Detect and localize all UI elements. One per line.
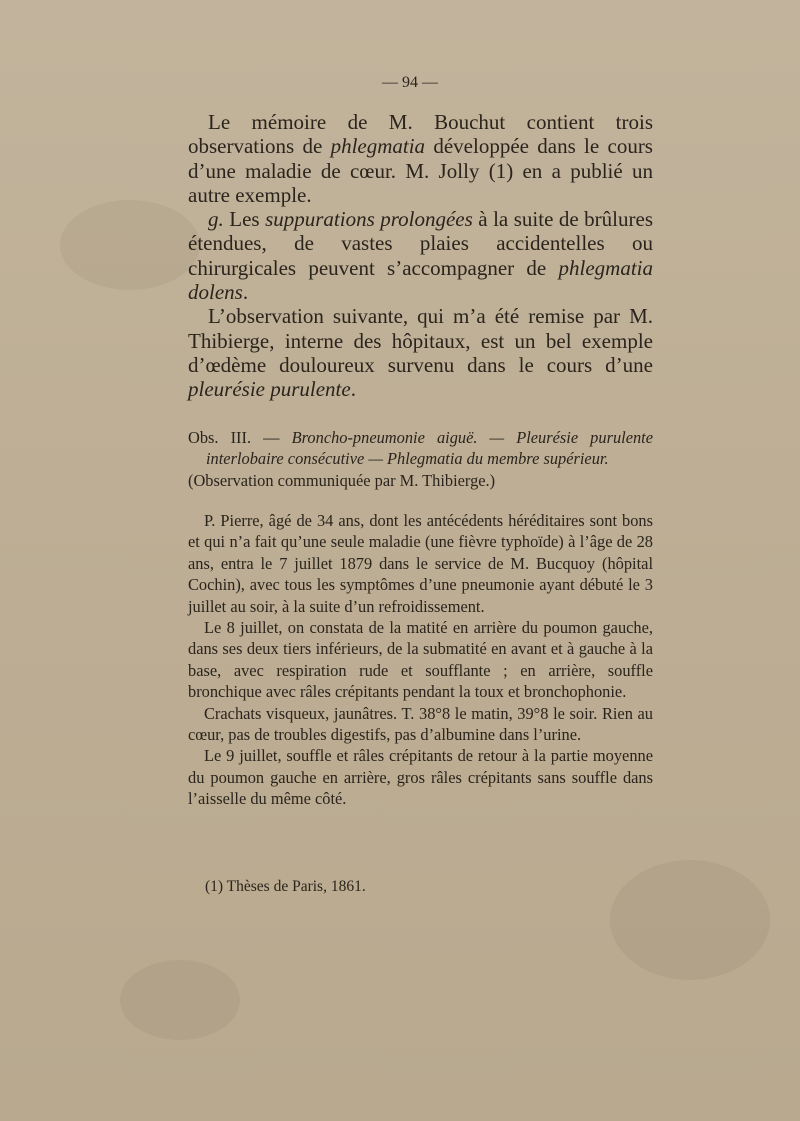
observation-source: (Observation communiquée par M. Thibierge.) bbox=[188, 470, 496, 490]
main-text bbox=[188, 110, 653, 402]
paragraph bbox=[188, 304, 653, 401]
case-report bbox=[188, 510, 653, 810]
observation-title-italic: Broncho-pneumonie aiguë. — Pleurésie purulente interlobaire consécutive — Phlegmatia du membre supérieur. bbox=[206, 428, 654, 469]
case-paragraph: Le 9 juillet, souffle et râles crépitants de retour à la partie moyenne du poumon gauche en arrière, gros râles crépitants sans souffle dans l’aisselle du même côté. bbox=[188, 746, 653, 809]
section-marker: g. bbox=[208, 207, 224, 232]
paragraph bbox=[188, 110, 653, 207]
paragraph-text: à la suite de brûlures étendues, de vastes plaies accidentelles ou chirurgicales peuvent s’accompagner de bbox=[188, 207, 653, 280]
paragraph-text: Le mémoire de M. Bouchut contient trois observations de bbox=[188, 110, 653, 159]
case-paragraph: Crachats visqueux, jaunâtres. T. 38°8 le matin, 39°8 le soir. Rien au cœur, pas de troubles digestifs, pas d’albumine dans l’urine. bbox=[188, 703, 653, 745]
paragraph-italic: pleurésie purulente bbox=[188, 377, 351, 402]
paragraph-text: Les bbox=[229, 207, 266, 232]
observation-heading bbox=[188, 427, 653, 491]
observation-title bbox=[188, 427, 653, 470]
paper-stain bbox=[610, 860, 770, 980]
paper-stain bbox=[120, 960, 240, 1040]
footnote: (1) Thèses de Paris, 1861. bbox=[205, 878, 366, 895]
paragraph-text: . bbox=[350, 377, 356, 402]
page-number: — 94 — bbox=[382, 74, 438, 91]
paragraph-text: . bbox=[242, 280, 249, 305]
paragraph-italic: phlegmatia dolens bbox=[188, 255, 653, 305]
paragraph-text: développée dans le cours d’une maladie de cœur. M. Jolly (1) en a publié un autre exemple. bbox=[188, 134, 653, 207]
paragraph-italic: phlegmatia bbox=[330, 134, 426, 159]
observation-label: Obs. III. — bbox=[188, 428, 292, 447]
case-paragraph: Le 8 juillet, on constata de la matité en arrière du poumon gauche, dans ses deux tiers inférieurs, de la submatité en avant et à gauche à la base, avec respiration rude et soufflante ; en arrière, souffle bronchique avec râles crépitants pendant la toux et bronchophonie. bbox=[188, 618, 653, 702]
case-paragraph: P. Pierre, âgé de 34 ans, dont les antécédents héréditaires sont bons et qui n’a fait qu’une seule maladie (une fièvre typhoïde) à l’âge de 28 ans, entra le 7 juillet 1879 dans le service de M. Bucquoy (hôpital Cochin), avec tous les symptômes d’une pneumonie ayant débuté le 3 juillet au soir, à la suite d’un refroidissement. bbox=[188, 511, 653, 616]
paragraph bbox=[188, 207, 653, 304]
paragraph-italic: suppurations prolongées bbox=[265, 207, 473, 232]
paper-stain bbox=[60, 200, 200, 290]
paragraph-text: L’observation suivante, qui m’a été remise par M. Thibierge, interne des hôpitaux, est un bel exemple d’œdème douloureux survenu dans le cours d’une bbox=[188, 304, 653, 377]
